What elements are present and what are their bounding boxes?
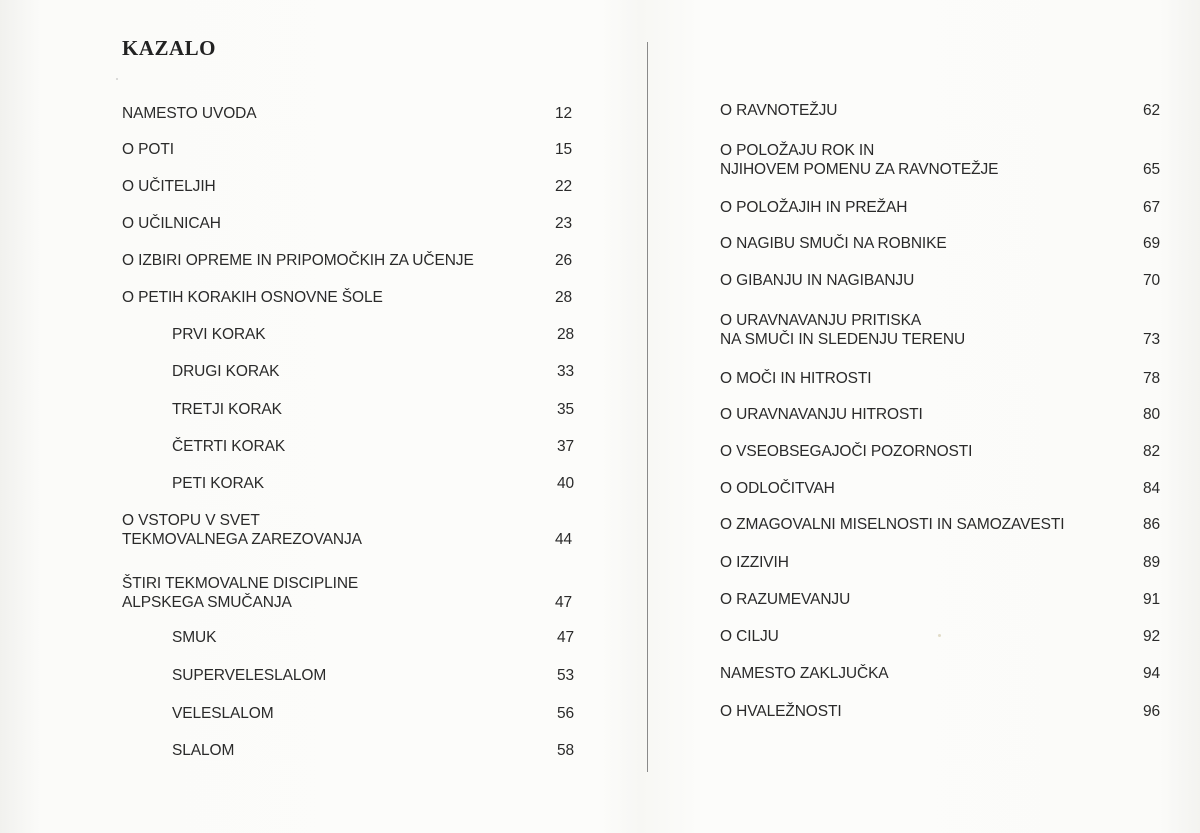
toc-entry-page: 89 (1142, 554, 1160, 571)
toc-entry-page: 22 (554, 178, 572, 195)
toc-entry-title: NAMESTO UVODA (122, 105, 257, 122)
toc-entry-page: 28 (556, 326, 574, 343)
toc-entry-title: O RAVNOTEŽJU (720, 102, 838, 119)
toc-entry-page: 70 (1142, 272, 1160, 289)
toc-entry-title: O HVALEŽNOSTI (720, 703, 842, 720)
toc-entry-page: 12 (554, 105, 572, 122)
toc-entry-page: 69 (1142, 235, 1160, 252)
toc-entry-title: O URAVNAVANJU PRITISKA (720, 312, 922, 329)
toc-entry-title: O CILJU (720, 628, 779, 645)
toc-entry-title: SLALOM (172, 742, 235, 759)
toc-entry-page: 47 (556, 629, 574, 646)
toc-entry-title: TRETJI KORAK (172, 401, 282, 418)
toc-entry-title-line2: ALPSKEGA SMUČANJA (122, 594, 292, 611)
toc-entry-page: 33 (556, 363, 574, 380)
toc-entry-title-line2: NJIHOVEM POMENU ZA RAVNOTEŽJE (720, 161, 999, 178)
toc-entry-title: O POLOŽAJU ROK IN (720, 142, 875, 159)
toc-entry-title: O POTI (122, 141, 174, 158)
toc-entry-page: 47 (554, 594, 572, 611)
toc-entry-page: 26 (554, 252, 572, 269)
paper-speck (938, 634, 941, 637)
toc-entry-title: O VSEOBSEGAJOČI POZORNOSTI (720, 443, 973, 460)
toc-entry-page: 84 (1142, 480, 1160, 497)
toc-entry-page: 73 (1142, 331, 1160, 348)
toc-entry-page: 92 (1142, 628, 1160, 645)
toc-entry-title: NAMESTO ZAKLJUČKA (720, 665, 889, 682)
toc-entry-page: 28 (554, 289, 572, 306)
toc-entry-title: PRVI KORAK (172, 326, 266, 343)
toc-entry-page: 23 (554, 215, 572, 232)
toc-entry-title: O ZMAGOVALNI MISELNOSTI IN SAMOZAVESTI (720, 516, 1065, 533)
toc-entry-title: SUPERVELESLALOM (172, 667, 327, 684)
toc-entry-title: O URAVNAVANJU HITROSTI (720, 406, 923, 423)
toc-entry-title: VELESLALOM (172, 705, 274, 722)
toc-entry-page: 44 (554, 531, 572, 548)
toc-entry-page: 37 (556, 438, 574, 455)
toc-entry-title: O MOČI IN HITROSTI (720, 370, 872, 387)
toc-entry-title: PETI KORAK (172, 475, 265, 492)
toc-entry-page: 91 (1142, 591, 1160, 608)
page-title: KAZALO (122, 36, 217, 60)
toc-entry-page: 35 (556, 401, 574, 418)
toc-entry-title: O ODLOČITVAH (720, 480, 835, 497)
toc-entry-title-line2: TEKMOVALNEGA ZAREZOVANJA (122, 531, 362, 548)
toc-entry-page: 65 (1142, 161, 1160, 178)
toc-entry-page: 56 (556, 705, 574, 722)
toc-entry-page: 94 (1142, 665, 1160, 682)
toc-entry-title: O UČILNICAH (122, 215, 221, 232)
toc-entry-page: 96 (1142, 703, 1160, 720)
toc-entry-page: 80 (1142, 406, 1160, 423)
toc-entry-title: O NAGIBU SMUČI NA ROBNIKE (720, 235, 947, 252)
toc-entry-title: ČETRTI KORAK (172, 438, 286, 455)
toc-entry-page: 15 (554, 141, 572, 158)
paper-speck (116, 78, 118, 80)
toc-entry-page: 58 (556, 742, 574, 759)
toc-entry-page: 62 (1142, 102, 1160, 119)
toc-entry-title: O GIBANJU IN NAGIBANJU (720, 272, 915, 289)
toc-entry-title: O IZZIVIH (720, 554, 789, 571)
toc-entry-page: 53 (556, 667, 574, 684)
toc-entry-page: 86 (1142, 516, 1160, 533)
toc-entry-title: O IZBIRI OPREME IN PRIPOMOČKIH ZA UČENJE (122, 252, 474, 269)
toc-entry-title: DRUGI KORAK (172, 363, 280, 380)
page-gutter-divider (647, 42, 648, 772)
toc-entry-title-line2: NA SMUČI IN SLEDENJU TERENU (720, 331, 966, 348)
toc-entry-title: O VSTOPU V SVET (122, 512, 260, 529)
toc-entry-title: ŠTIRI TEKMOVALNE DISCIPLINE (122, 575, 359, 592)
toc-entry-title: SMUK (172, 629, 217, 646)
toc-entry-page: 82 (1142, 443, 1160, 460)
toc-entry-title: O POLOŽAJIH IN PREŽAH (720, 199, 908, 216)
toc-entry-page: 40 (556, 475, 574, 492)
toc-entry-title: O RAZUMEVANJU (720, 591, 851, 608)
toc-entry-title: O PETIH KORAKIH OSNOVNE ŠOLE (122, 289, 383, 306)
toc-entry-page: 67 (1142, 199, 1160, 216)
toc-entry-page: 78 (1142, 370, 1160, 387)
toc-entry-title: O UČITELJIH (122, 178, 216, 195)
